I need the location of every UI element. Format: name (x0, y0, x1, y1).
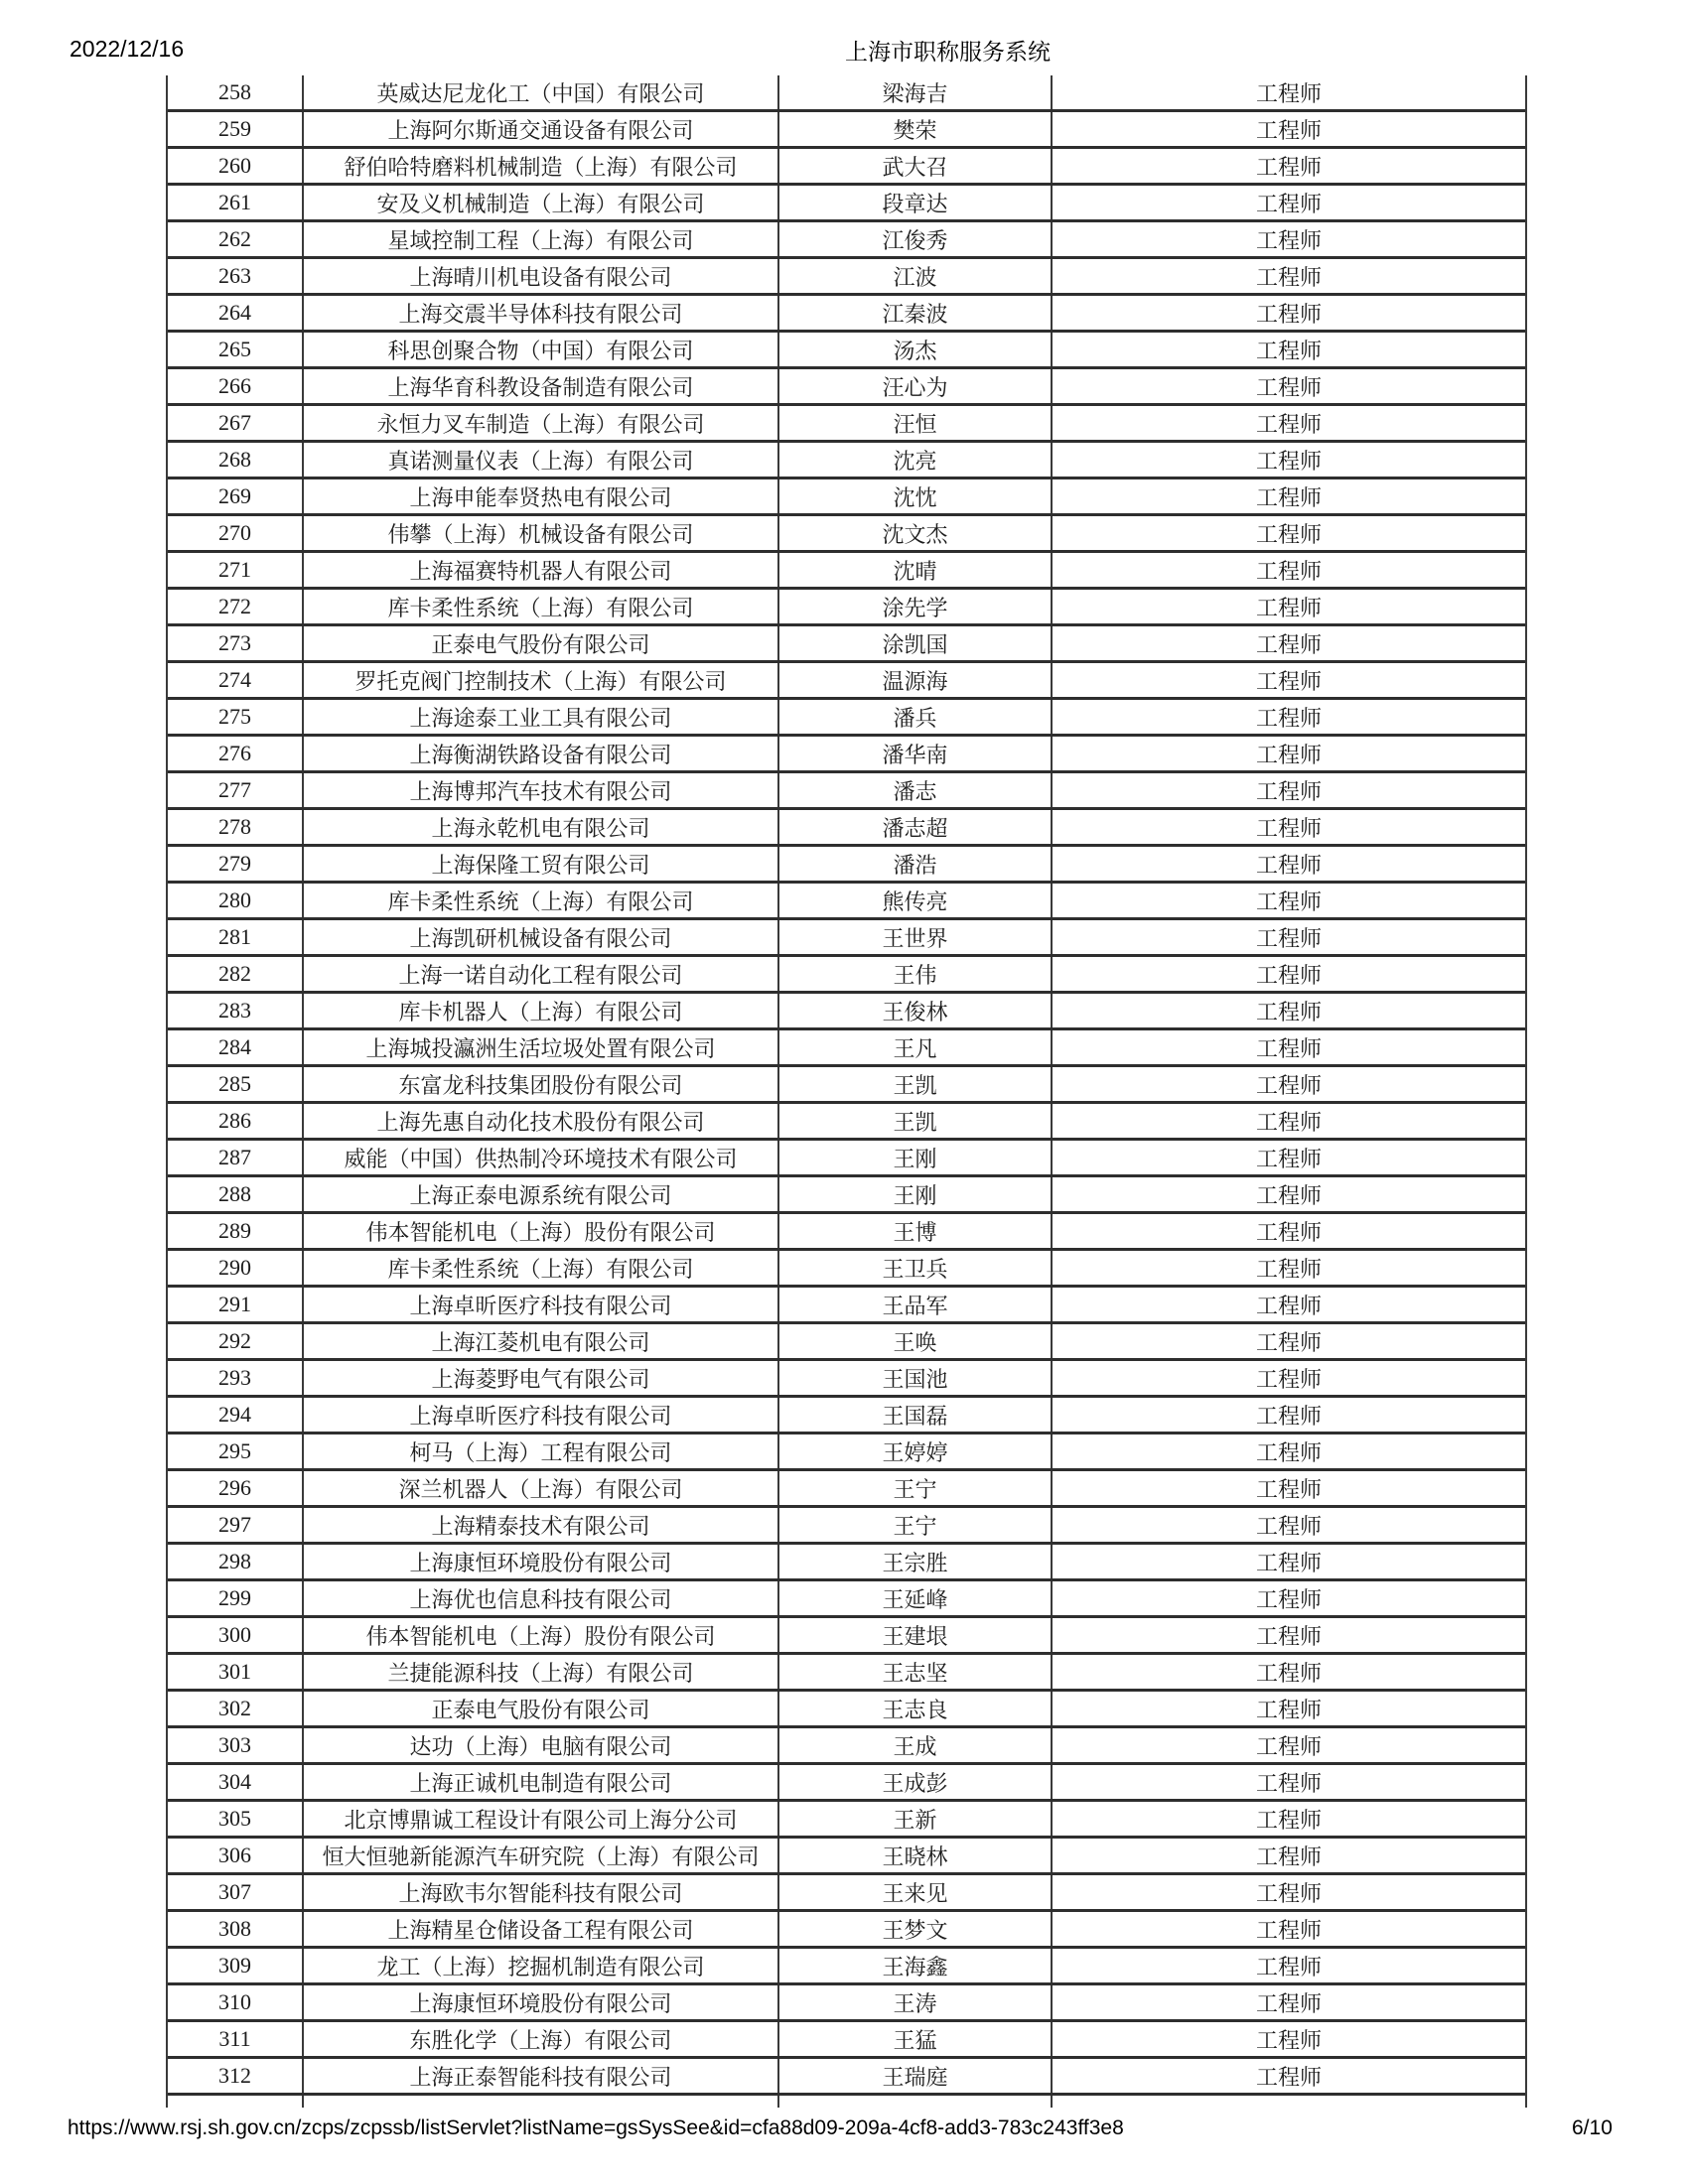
table-row (168, 222, 1525, 259)
job-title-cell: 工程师 (1255, 227, 1322, 253)
job-title-cell: 工程师 (1255, 1733, 1322, 1759)
table-row (168, 259, 1525, 296)
person-name-cell: 王建垠 (779, 1618, 1053, 1652)
person-name-cell: 王延峰 (779, 1581, 1053, 1615)
row-number-cell: 266 (168, 369, 304, 403)
company-cell: 正泰电气股份有限公司 (304, 626, 779, 660)
company-cell: 东富龙科技集团股份有限公司 (304, 1067, 779, 1101)
table-row (168, 700, 1525, 737)
person-name-cell: 熊传亮 (779, 884, 1053, 917)
job-title-cell: 工程师 (1255, 80, 1322, 106)
job-title-cell: 工程师 (1255, 448, 1322, 474)
person-name-cell: 沈晴 (779, 553, 1053, 587)
company-cell: 兰捷能源科技（上海）有限公司 (304, 1655, 779, 1689)
person-name-cell: 王成彭 (779, 1765, 1053, 1799)
person-name-cell: 王凡 (779, 1030, 1053, 1064)
person-name-cell: 王来见 (779, 1875, 1053, 1909)
job-title-cell: 工程师 (1255, 1182, 1322, 1208)
row-number-cell: 308 (168, 1912, 304, 1946)
row-number-cell: 275 (168, 700, 304, 734)
table-row (168, 1875, 1525, 1912)
table-row (168, 1618, 1525, 1655)
row-number-cell: 260 (168, 149, 304, 183)
job-title-cell: 工程师 (1255, 1366, 1322, 1392)
job-title-cell: 工程师 (1255, 264, 1322, 290)
job-title-cell: 工程师 (1255, 1770, 1322, 1796)
person-name-cell: 沈亮 (779, 443, 1053, 477)
title-list-table (166, 75, 1527, 2108)
table-row (168, 479, 1525, 516)
company-cell: 伟本智能机电（上海）股份有限公司 (304, 1618, 779, 1652)
company-cell: 真诺测量仪表（上海）有限公司 (304, 443, 779, 477)
person-name-cell: 江俊秀 (779, 222, 1053, 256)
job-title-cell: 工程师 (1255, 484, 1322, 510)
company-cell: 上海精星仓储设备工程有限公司 (304, 1912, 779, 1946)
table-row (168, 516, 1525, 553)
person-name-cell: 沈忱 (779, 479, 1053, 513)
table-row (168, 1728, 1525, 1765)
job-title-cell: 工程师 (1255, 1329, 1322, 1355)
company-cell: 恒大恒驰新能源汽车研究院（上海）有限公司 (304, 1839, 779, 1872)
row-number-cell: 269 (168, 479, 304, 513)
table-row (168, 626, 1525, 663)
person-name-cell: 王国磊 (779, 1398, 1053, 1432)
table-row (168, 1545, 1525, 1581)
job-title-cell: 工程师 (1255, 301, 1322, 327)
row-number-cell: 291 (168, 1288, 304, 1321)
table-row (168, 1471, 1525, 1508)
row-number-cell: 304 (168, 1765, 304, 1799)
job-title-cell: 工程师 (1255, 1293, 1322, 1318)
job-title-cell: 工程师 (1255, 1476, 1322, 1502)
company-cell: 舒伯哈特磨料机械制造（上海）有限公司 (304, 149, 779, 183)
company-cell: 深兰机器人（上海）有限公司 (304, 1471, 779, 1505)
table-row (168, 1508, 1525, 1545)
company-cell: 永恒力叉车制造（上海）有限公司 (304, 406, 779, 440)
job-title-cell: 工程师 (1255, 888, 1322, 914)
person-name-cell: 潘志超 (779, 810, 1053, 844)
person-name-cell: 王海鑫 (779, 1949, 1053, 1982)
job-title-cell: 工程师 (1255, 1219, 1322, 1245)
company-cell: 上海菱野电气有限公司 (304, 1361, 779, 1395)
company-cell: 上海博邦汽车技术有限公司 (304, 773, 779, 807)
row-number-cell: 301 (168, 1655, 304, 1689)
company-cell: 上海阿尔斯通交通设备有限公司 (304, 112, 779, 146)
row-number-cell: 292 (168, 1324, 304, 1358)
table-row (168, 1985, 1525, 2022)
table-row (168, 1581, 1525, 1618)
row-number-cell: 303 (168, 1728, 304, 1762)
row-number-cell: 300 (168, 1618, 304, 1652)
job-title-cell: 工程师 (1255, 2064, 1322, 2090)
row-number-cell: 286 (168, 1104, 304, 1138)
row-number-cell: 278 (168, 810, 304, 844)
row-number-cell: 293 (168, 1361, 304, 1395)
table-row (168, 1251, 1525, 1288)
job-title-cell: 工程师 (1255, 778, 1322, 804)
company-cell: 上海康恒环境股份有限公司 (304, 1985, 779, 2019)
table-row (168, 957, 1525, 994)
row-number-cell: 312 (168, 2059, 304, 2093)
person-name-cell: 王刚 (779, 1141, 1053, 1174)
job-title-cell: 工程师 (1255, 705, 1322, 731)
job-title-cell: 工程师 (1255, 1586, 1322, 1612)
person-name-cell: 江波 (779, 259, 1053, 293)
person-name-cell: 武大召 (779, 149, 1053, 183)
person-name-cell: 王国池 (779, 1361, 1053, 1395)
company-cell: 安及义机械制造（上海）有限公司 (304, 186, 779, 219)
person-name-cell: 汤杰 (779, 333, 1053, 366)
company-cell: 上海优也信息科技有限公司 (304, 1581, 779, 1615)
person-name-cell: 汪恒 (779, 406, 1053, 440)
person-name-cell: 涂凯国 (779, 626, 1053, 660)
table-row (168, 1802, 1525, 1839)
job-title-cell: 工程师 (1255, 1256, 1322, 1282)
person-name-cell: 王唤 (779, 1324, 1053, 1358)
person-name-cell: 王刚 (779, 1177, 1053, 1211)
company-cell: 上海康恒环境股份有限公司 (304, 1545, 779, 1578)
person-name-cell: 王晓林 (779, 1839, 1053, 1872)
job-title-cell: 工程师 (1255, 1843, 1322, 1869)
row-number-cell: 281 (168, 920, 304, 954)
job-title-cell: 工程师 (1255, 631, 1322, 657)
company-cell: 正泰电气股份有限公司 (304, 1692, 779, 1725)
job-title-cell: 工程师 (1255, 1439, 1322, 1465)
company-cell: 上海正泰智能科技有限公司 (304, 2059, 779, 2093)
row-number-cell: 262 (168, 222, 304, 256)
job-title-cell: 工程师 (1255, 2027, 1322, 2053)
row-number-cell: 264 (168, 296, 304, 330)
company-cell: 上海衡湖铁路设备有限公司 (304, 737, 779, 770)
person-name-cell: 潘志 (779, 773, 1053, 807)
row-number-cell: 280 (168, 884, 304, 917)
table-row (168, 333, 1525, 369)
table-row (168, 884, 1525, 920)
person-name-cell: 王宁 (779, 1508, 1053, 1542)
row-number-cell: 298 (168, 1545, 304, 1578)
partial-title-cell (1053, 2096, 1525, 2108)
row-number-cell: 268 (168, 443, 304, 477)
company-cell: 上海先惠自动化技术股份有限公司 (304, 1104, 779, 1138)
job-title-cell: 工程师 (1255, 521, 1322, 547)
row-number-cell: 267 (168, 406, 304, 440)
row-number-cell: 258 (168, 75, 304, 109)
company-cell: 上海欧韦尔智能科技有限公司 (304, 1875, 779, 1909)
table-row (168, 810, 1525, 847)
job-title-cell: 工程师 (1255, 1917, 1322, 1943)
company-cell: 上海申能奉贤热电有限公司 (304, 479, 779, 513)
company-cell: 上海江菱机电有限公司 (304, 1324, 779, 1358)
job-title-cell: 工程师 (1255, 1660, 1322, 1686)
company-cell: 上海城投瀛洲生活垃圾处置有限公司 (304, 1030, 779, 1064)
company-cell: 伟攀（上海）机械设备有限公司 (304, 516, 779, 550)
row-number-cell: 306 (168, 1839, 304, 1872)
table-row (168, 1949, 1525, 1985)
table-row (168, 75, 1525, 112)
job-title-cell: 工程师 (1255, 154, 1322, 180)
person-name-cell: 王瑞庭 (779, 2059, 1053, 2093)
table-row (168, 1324, 1525, 1361)
row-number-cell: 270 (168, 516, 304, 550)
company-cell: 上海保隆工贸有限公司 (304, 847, 779, 881)
job-title-cell: 工程师 (1255, 1623, 1322, 1649)
job-title-cell: 工程师 (1255, 925, 1322, 951)
footer-url: https://www.rsj.sh.gov.cn/zcps/zcpssb/listServlet?listName=gsSysSee&id=cfa88d09-209a-4cf8-add3-783c243ff3e8 (68, 2116, 1124, 2139)
table-row (168, 737, 1525, 773)
person-name-cell: 王志坚 (779, 1655, 1053, 1689)
table-row (168, 920, 1525, 957)
table-row (168, 1141, 1525, 1177)
job-title-cell: 工程师 (1255, 558, 1322, 584)
person-name-cell: 王伟 (779, 957, 1053, 991)
job-title-cell: 工程师 (1255, 1550, 1322, 1575)
person-name-cell: 沈文杰 (779, 516, 1053, 550)
person-name-cell: 汪心为 (779, 369, 1053, 403)
row-number-cell: 273 (168, 626, 304, 660)
row-number-cell: 302 (168, 1692, 304, 1725)
job-title-cell: 工程师 (1255, 1807, 1322, 1833)
job-title-cell: 工程师 (1255, 1146, 1322, 1171)
job-title-cell: 工程师 (1255, 191, 1322, 216)
row-number-cell: 284 (168, 1030, 304, 1064)
company-cell: 上海永乾机电有限公司 (304, 810, 779, 844)
table-row (168, 1177, 1525, 1214)
row-number-cell: 283 (168, 994, 304, 1027)
row-number-cell: 296 (168, 1471, 304, 1505)
job-title-cell: 工程师 (1255, 668, 1322, 694)
row-number-cell: 287 (168, 1141, 304, 1174)
company-cell: 库卡柔性系统（上海）有限公司 (304, 884, 779, 917)
row-number-cell: 265 (168, 333, 304, 366)
table-row (168, 1288, 1525, 1324)
row-number-cell: 279 (168, 847, 304, 881)
job-title-cell: 工程师 (1255, 815, 1322, 841)
person-name-cell: 王志良 (779, 1692, 1053, 1725)
table-row (168, 1692, 1525, 1728)
row-number-cell: 282 (168, 957, 304, 991)
company-cell: 伟本智能机电（上海）股份有限公司 (304, 1214, 779, 1248)
row-number-cell: 294 (168, 1398, 304, 1432)
company-cell: 库卡柔性系统（上海）有限公司 (304, 1251, 779, 1285)
row-number-cell: 277 (168, 773, 304, 807)
job-title-cell: 工程师 (1255, 1990, 1322, 2016)
company-cell: 上海正泰电源系统有限公司 (304, 1177, 779, 1211)
company-cell: 上海晴川机电设备有限公司 (304, 259, 779, 293)
row-number-cell: 271 (168, 553, 304, 587)
person-name-cell: 王宁 (779, 1471, 1053, 1505)
table-row (168, 773, 1525, 810)
row-number-cell: 310 (168, 1985, 304, 2019)
person-name-cell: 王涛 (779, 1985, 1053, 2019)
row-number-cell: 305 (168, 1802, 304, 1836)
person-name-cell: 王猛 (779, 2022, 1053, 2056)
job-title-cell: 工程师 (1255, 117, 1322, 143)
job-title-cell: 工程师 (1255, 1954, 1322, 1979)
person-name-cell: 王梦文 (779, 1912, 1053, 1946)
company-cell: 上海华育科教设备制造有限公司 (304, 369, 779, 403)
company-cell: 星域控制工程（上海）有限公司 (304, 222, 779, 256)
partial-number-cell (168, 2096, 304, 2108)
table-row (168, 112, 1525, 149)
row-number-cell: 259 (168, 112, 304, 146)
company-cell: 科思创聚合物（中国）有限公司 (304, 333, 779, 366)
person-name-cell: 潘兵 (779, 700, 1053, 734)
company-cell: 上海正诚机电制造有限公司 (304, 1765, 779, 1799)
job-title-cell: 工程师 (1255, 852, 1322, 878)
row-number-cell: 288 (168, 1177, 304, 1211)
row-number-cell: 276 (168, 737, 304, 770)
job-title-cell: 工程师 (1255, 1109, 1322, 1135)
partial-company-cell (304, 2096, 779, 2108)
company-cell: 柯马（上海）工程有限公司 (304, 1434, 779, 1468)
row-number-cell: 285 (168, 1067, 304, 1101)
row-number-cell: 289 (168, 1214, 304, 1248)
person-name-cell: 涂先学 (779, 590, 1053, 623)
table-row (168, 663, 1525, 700)
table-row (168, 1067, 1525, 1104)
row-number-cell: 299 (168, 1581, 304, 1615)
row-number-cell: 274 (168, 663, 304, 697)
person-name-cell: 王博 (779, 1214, 1053, 1248)
row-number-cell: 307 (168, 1875, 304, 1909)
table-row (168, 590, 1525, 626)
company-cell: 东胜化学（上海）有限公司 (304, 2022, 779, 2056)
row-number-cell: 295 (168, 1434, 304, 1468)
table-row (168, 1030, 1525, 1067)
job-title-cell: 工程师 (1255, 1072, 1322, 1098)
person-name-cell: 江秦波 (779, 296, 1053, 330)
table-row (168, 1434, 1525, 1471)
person-name-cell: 王俊林 (779, 994, 1053, 1027)
table-row (168, 553, 1525, 590)
company-cell: 上海交震半导体科技有限公司 (304, 296, 779, 330)
table-row (168, 2059, 1525, 2096)
table-row (168, 406, 1525, 443)
job-title-cell: 工程师 (1255, 338, 1322, 363)
table-row (168, 296, 1525, 333)
job-title-cell: 工程师 (1255, 1513, 1322, 1539)
table-row (168, 994, 1525, 1030)
company-cell: 罗托克阀门控制技术（上海）有限公司 (304, 663, 779, 697)
person-name-cell: 王凯 (779, 1067, 1053, 1101)
table-partial-row-cutoff (168, 2096, 1525, 2108)
header-title: 上海市职称服务系统 (845, 39, 1051, 65)
row-number-cell: 311 (168, 2022, 304, 2056)
table-row (168, 369, 1525, 406)
company-cell: 上海福赛特机器人有限公司 (304, 553, 779, 587)
row-number-cell: 272 (168, 590, 304, 623)
person-name-cell: 王婷婷 (779, 1434, 1053, 1468)
table-row (168, 443, 1525, 479)
row-number-cell: 297 (168, 1508, 304, 1542)
company-cell: 库卡机器人（上海）有限公司 (304, 994, 779, 1027)
table-row (168, 1655, 1525, 1692)
company-cell: 北京博鼎诚工程设计有限公司上海分公司 (304, 1802, 779, 1836)
row-number-cell: 261 (168, 186, 304, 219)
company-cell: 上海卓昕医疗科技有限公司 (304, 1288, 779, 1321)
company-cell: 英威达尼龙化工（中国）有限公司 (304, 75, 779, 109)
table-rows (168, 75, 1525, 2096)
table-row (168, 1839, 1525, 1875)
person-name-cell: 王世界 (779, 920, 1053, 954)
job-title-cell: 工程师 (1255, 742, 1322, 767)
company-cell: 上海卓昕医疗科技有限公司 (304, 1398, 779, 1432)
partial-name-cell (779, 2096, 1053, 2108)
table-row (168, 847, 1525, 884)
job-title-cell: 工程师 (1255, 374, 1322, 400)
table-row (168, 1104, 1525, 1141)
person-name-cell: 樊荣 (779, 112, 1053, 146)
person-name-cell: 王品军 (779, 1288, 1053, 1321)
job-title-cell: 工程师 (1255, 1035, 1322, 1061)
footer-page-number: 6/10 (1572, 2116, 1613, 2139)
company-cell: 库卡柔性系统（上海）有限公司 (304, 590, 779, 623)
company-cell: 上海一诺自动化工程有限公司 (304, 957, 779, 991)
person-name-cell: 潘浩 (779, 847, 1053, 881)
person-name-cell: 王成 (779, 1728, 1053, 1762)
company-cell: 达功（上海）电脑有限公司 (304, 1728, 779, 1762)
table-row (168, 1765, 1525, 1802)
table-row (168, 186, 1525, 222)
job-title-cell: 工程师 (1255, 595, 1322, 620)
row-number-cell: 263 (168, 259, 304, 293)
job-title-cell: 工程师 (1255, 1403, 1322, 1429)
person-name-cell: 王宗胜 (779, 1545, 1053, 1578)
company-cell: 上海凯研机械设备有限公司 (304, 920, 779, 954)
job-title-cell: 工程师 (1255, 1880, 1322, 1906)
person-name-cell: 王凯 (779, 1104, 1053, 1138)
row-number-cell: 309 (168, 1949, 304, 1982)
table-row (168, 149, 1525, 186)
company-cell: 上海精泰技术有限公司 (304, 1508, 779, 1542)
table-row (168, 2022, 1525, 2059)
header-date: 2022/12/16 (70, 36, 185, 62)
person-name-cell: 段章达 (779, 186, 1053, 219)
row-number-cell: 290 (168, 1251, 304, 1285)
company-cell: 龙工（上海）挖掘机制造有限公司 (304, 1949, 779, 1982)
person-name-cell: 温源海 (779, 663, 1053, 697)
company-cell: 威能（中国）供热制冷环境技术有限公司 (304, 1141, 779, 1174)
person-name-cell: 梁海吉 (779, 75, 1053, 109)
table-row (168, 1912, 1525, 1949)
table-row (168, 1214, 1525, 1251)
job-title-cell: 工程师 (1255, 962, 1322, 988)
table-row (168, 1398, 1525, 1434)
company-cell: 上海途泰工业工具有限公司 (304, 700, 779, 734)
table-row (168, 1361, 1525, 1398)
person-name-cell: 潘华南 (779, 737, 1053, 770)
job-title-cell: 工程师 (1255, 999, 1322, 1024)
person-name-cell: 王新 (779, 1802, 1053, 1836)
person-name-cell: 王卫兵 (779, 1251, 1053, 1285)
job-title-cell: 工程师 (1255, 411, 1322, 437)
job-title-cell: 工程师 (1255, 1697, 1322, 1722)
